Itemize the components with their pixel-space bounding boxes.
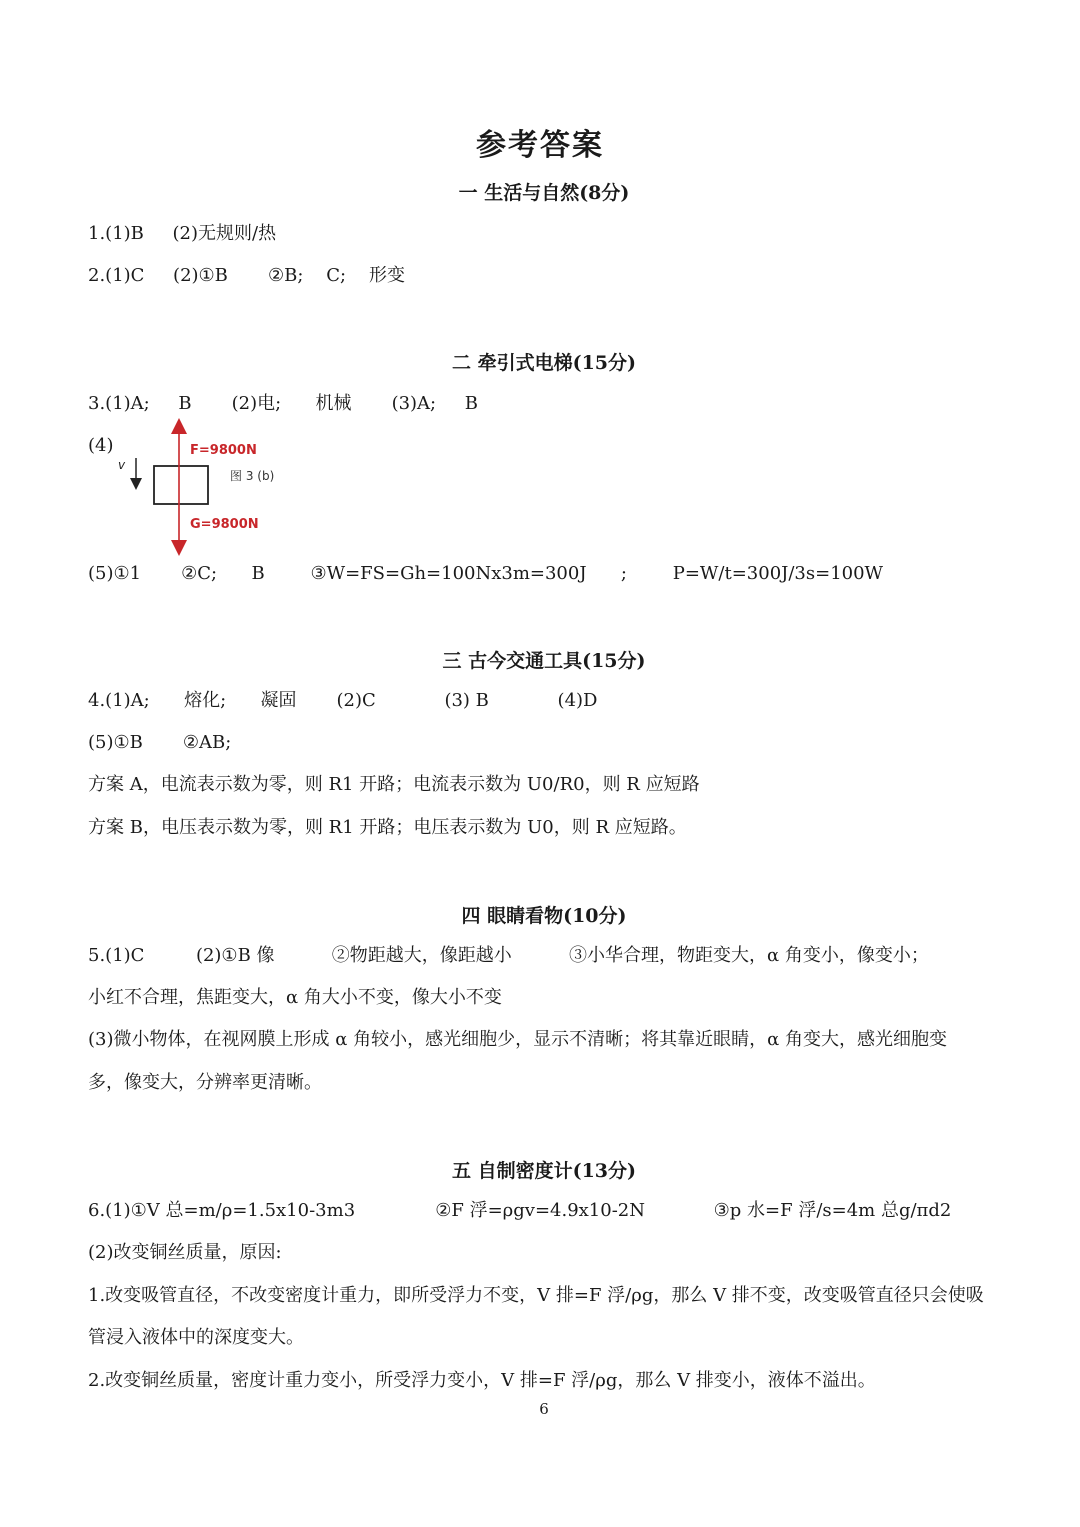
- section-title-4: 四 眼睛看物(10分): [461, 905, 627, 927]
- section-title-1: 一 生活与自然(8分): [458, 182, 630, 204]
- figure-caption: 图 3 (b): [230, 469, 275, 483]
- answer-line: 方案 A，电流表示数为零，则 R1 开路；电流表示数为 U0/R0，则 R 应短路: [88, 774, 700, 795]
- answer-line: 2.改变铜丝质量，密度计重力变小，所受浮力变小，V 排=F 浮/ρg，那么 V 排变小，液体不溢出。: [88, 1370, 876, 1391]
- answer-line: 方案 B，电压表示数为零，则 R1 开路；电压表示数为 U0，则 R 应短路。: [88, 817, 687, 838]
- answer-line: (3)微小物体，在视网膜上形成 α 角较小，感光细胞少，显示不清晰；将其靠近眼睛，α 角变大，感光细胞变: [88, 1029, 947, 1050]
- section-title-2: 二 牵引式电梯(15分): [451, 352, 637, 374]
- answer-line: (2)改变铜丝质量，原因:: [88, 1242, 282, 1263]
- force-down-label: G=9800N: [190, 517, 259, 532]
- answer-line: 小红不合理，焦距变大，α 角大小不变，像大小不变: [88, 987, 502, 1008]
- page-title: 参考答案: [476, 128, 604, 163]
- answer-line: 5.(1)C (2)①B 像 ②物距越大，像距越小 ③小华合理，物距变大，α 角变小，像变小；: [88, 945, 929, 966]
- elevator-box: [154, 466, 208, 504]
- answer-line: 3.(1)A; B (2)电; 机械 (3)A; B: [88, 393, 478, 414]
- answer-line: (4): [88, 435, 114, 456]
- answer-line: 1.改变吸管直径，不改变密度计重力，即所受浮力不变，V 排=F 浮/ρg，那么 V 排不变，改变吸管直径只会使吸: [88, 1285, 984, 1306]
- answer-line: 1.(1)B (2)无规则/热: [88, 223, 277, 244]
- section-title-5: 五 自制密度计(13分): [451, 1160, 637, 1182]
- velocity-label: v: [118, 458, 126, 472]
- page-number: 6: [539, 1400, 549, 1418]
- answer-line: (5)①1 ②C; B ③W=FS=Gh=100Nx3m=300J ; P=W/t=300J/3s=100W: [88, 563, 884, 584]
- answer-line: (5)①B ②AB;: [88, 732, 232, 753]
- answer-line: 6.(1)①V 总=m/ρ=1.5x10-3m3 ②F 浮=ρgv=4.9x10-2N ③p 水=F 浮/s=4m 总g/πd2: [88, 1200, 952, 1221]
- section-title-3: 三 古今交通工具(15分): [442, 650, 646, 672]
- answer-line: 多，像变大，分辨率更清晰。: [88, 1072, 322, 1093]
- force-diagram: [110, 418, 310, 558]
- answer-line: 2.(1)C (2)①B ②B; C; 形变: [88, 265, 406, 286]
- answer-line: 4.(1)A; 熔化; 凝固 (2)C (3) B (4)D: [88, 690, 598, 711]
- force-up-label: F=9800N: [190, 443, 257, 458]
- answer-line: 管浸入液体中的深度变大。: [88, 1327, 304, 1348]
